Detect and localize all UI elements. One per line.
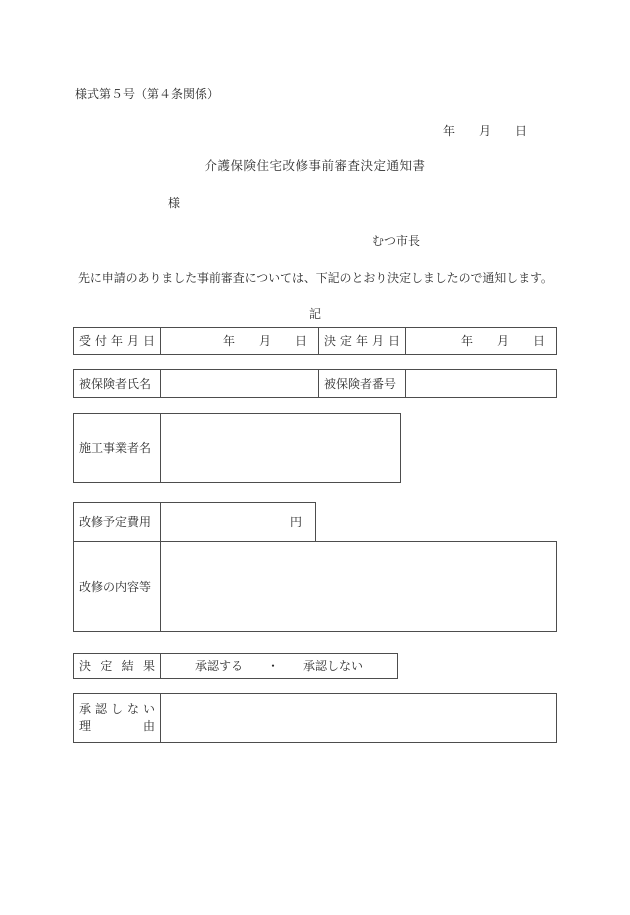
issue-date-line: 年 月 日 (443, 124, 528, 138)
decision-date-label: 決定年月日 (324, 334, 400, 348)
body-paragraph: 先に申請のありました事前審査については、下記のとおり決定しましたので通知します。 (78, 271, 553, 285)
decision-result-label-cell (74, 654, 161, 678)
contractor-label: 施工事業者名 (79, 441, 152, 455)
insured-number-field (406, 370, 556, 397)
document-title: 介護保険住宅改修事前審査決定通知書 (204, 159, 426, 173)
renovation-cost-unit: 円 (289, 515, 302, 529)
decision-result-table (73, 653, 398, 679)
record-marker: 記 (308, 307, 321, 321)
renovation-content-field (161, 542, 556, 631)
decision-date-field (406, 328, 556, 354)
renovation-cost-field (161, 503, 315, 541)
denial-reason-label-line1: 承認しない (79, 702, 155, 716)
insured-number-label: 被保険者番号 (324, 376, 397, 391)
decision-result-field (161, 654, 397, 678)
renovation-cost-row (73, 502, 316, 542)
insured-number-label-cell (319, 370, 406, 397)
contractor-table (73, 413, 401, 483)
dates-table (73, 327, 557, 355)
decision-result-label: 決定結果 (79, 659, 155, 673)
contractor-field (161, 414, 400, 482)
renovation-content-label: 改修の内容等 (79, 579, 152, 594)
insured-name-label: 被保険者氏名 (79, 376, 152, 391)
insured-name-label-cell (74, 370, 161, 397)
addressee-honorific: 様 (168, 196, 181, 210)
decision-date-value: 年 月 日 (460, 334, 545, 348)
renovation-content-label-cell (74, 542, 161, 631)
denial-reason-field (161, 694, 556, 742)
form-number: 様式第５号（第４条関係） (75, 87, 220, 101)
decision-result-options: 承認する ・ 承認しない (194, 659, 363, 673)
denial-reason-label-cell (74, 694, 161, 742)
denial-reason-label-line2: 理由 (79, 719, 155, 733)
decision-date-label-cell (319, 328, 406, 354)
renovation-content-row (73, 541, 557, 632)
renovation-cost-label-cell (74, 503, 161, 541)
denial-reason-table (73, 693, 557, 743)
insured-table (73, 369, 557, 398)
contractor-label-cell (74, 414, 161, 482)
receipt-date-label-cell (74, 328, 161, 354)
receipt-date-label: 受付年月日 (79, 334, 155, 348)
insured-name-field (161, 370, 319, 397)
sender-mayor-name: むつ市長 (372, 234, 421, 248)
receipt-date-field (161, 328, 319, 354)
renovation-cost-label: 改修予定費用 (79, 515, 152, 529)
receipt-date-value: 年 月 日 (222, 334, 307, 348)
